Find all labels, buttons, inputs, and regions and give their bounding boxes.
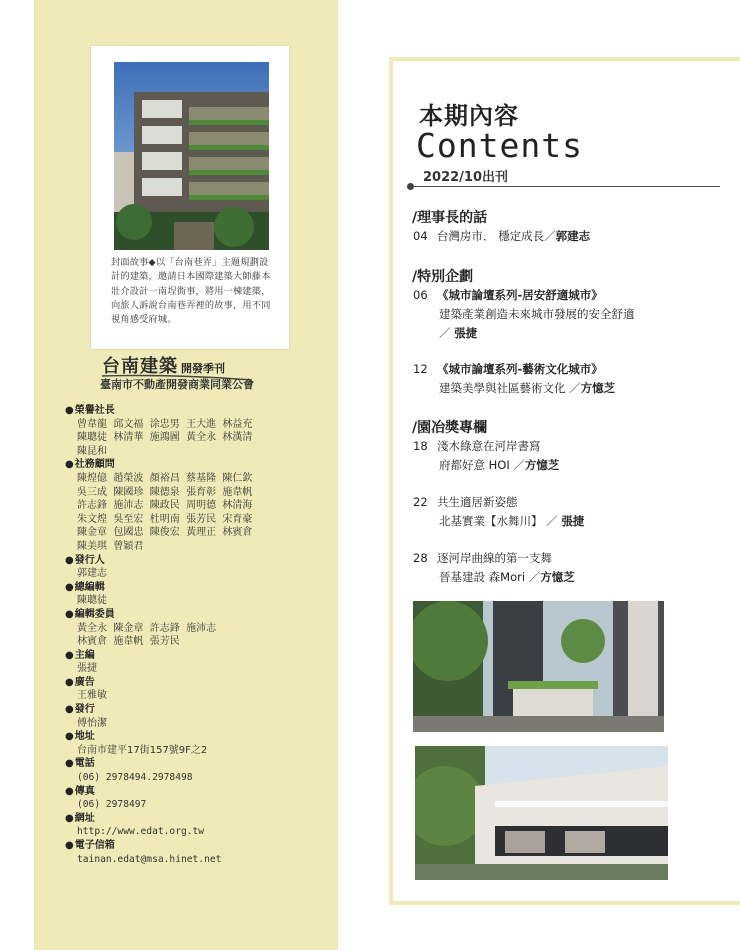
divider-dot xyxy=(407,183,414,190)
entry-author: 張捷 xyxy=(561,514,585,528)
toc-entry[interactable]: 28 逐河岸曲線的第一支舞 晉基建設 森Mori ／方憶芝 xyxy=(413,551,575,584)
staff-role: ● 廣告 xyxy=(65,676,335,690)
staff-names: 許志鋒 施沛志 陳政民 周明德 林清海 xyxy=(77,500,253,512)
staff-role: ● 編輯委員 xyxy=(65,608,335,622)
staff-names: 吳三成 陳國珍 陳德泉 張育彰 施韋帆 xyxy=(77,486,253,498)
staff-names: http://www.edat.org.tw xyxy=(77,826,205,838)
entry-subtitle: 府都好意 HOI xyxy=(439,458,514,472)
entry-subtitle: 晉基建設 森Mori xyxy=(439,570,529,584)
staff-role: ● 網址 xyxy=(65,812,335,826)
issue-date: 2022/10出刊 xyxy=(423,170,509,185)
entry-author: 郭建志 xyxy=(555,229,591,243)
page-number: 04 xyxy=(413,229,428,243)
section-special: /特別企劃 xyxy=(412,269,474,285)
staff-names: 朱文煌 吳至宏 杜明南 張芳民 宋育豪 xyxy=(77,513,253,525)
entry-title: 《城市論壇系列-藝術文化城市》 xyxy=(437,362,603,376)
toc-entry[interactable]: 18 淺木綠意在河岸書寫 府都好意 HOI ／方憶芝 xyxy=(413,439,560,472)
staff-role: ● 發行 xyxy=(65,703,335,717)
staff-role: ● 社務顧問 xyxy=(65,458,335,472)
staff-role: ● 電子信箱 xyxy=(65,839,335,853)
divider xyxy=(410,186,720,187)
staff-names: (06) 2978494.2978498 xyxy=(77,772,193,784)
staff-names: 陳金章 包國忠 陳俊宏 黃理正 林賓倉 xyxy=(77,527,253,539)
staff-role: ● 總編輯 xyxy=(65,581,335,595)
section-garden-award: /園冶獎專欄 xyxy=(412,420,488,436)
staff-role: ● 主編 xyxy=(65,649,335,663)
cover-card xyxy=(91,46,289,349)
page-number: 18 xyxy=(413,439,428,453)
building-photo-facade xyxy=(415,746,668,880)
staff-names: 曾韋龍 邱文福 涂忠男 王大進 林益充 xyxy=(77,418,253,430)
staff-names: 陳聰徒 林清華 施鴻圖 黃全永 林漢清 xyxy=(77,432,253,444)
staff-names: 陳美琪 曾穎君 xyxy=(77,540,144,552)
entry-subtitle: 北基實業【水舞川】 xyxy=(439,514,547,528)
page-number: 22 xyxy=(413,495,428,509)
brand-title: 台南建築 xyxy=(102,356,178,377)
cover-photo xyxy=(114,62,269,250)
entry-title: 共生適居新姿態 xyxy=(437,495,518,509)
building-photo-courtyard xyxy=(413,601,664,732)
staff-names: 郭建志 xyxy=(77,568,107,580)
staff-names: 陳昆和 xyxy=(77,445,107,457)
entry-author: 方憶芝 xyxy=(580,381,616,395)
page-number: 12 xyxy=(413,362,428,376)
staff-names: 陳聰徒 xyxy=(77,595,107,607)
entry-title: 台灣房市． 穩定成長 xyxy=(437,229,545,243)
staff-names: 張捷 xyxy=(77,663,97,675)
entry-title: 淺木綠意在河岸書寫 xyxy=(437,439,541,453)
staff-role: ● 榮譽社長 xyxy=(65,404,335,418)
cover-caption: 封面故事◆以「台南巷弄」主題規劃設計的建築，邀請日本國際建築大師藤本壯介設計一南埕衖事，將用一棟建築，向旅人訴說台南巷弄裡的故事，用不同視角感受府城。 xyxy=(111,257,271,326)
staff-role: ● 發行人 xyxy=(65,554,335,568)
entry-subtitle: 建築美學與社區藝術文化 xyxy=(439,381,570,395)
toc-entry[interactable]: 06 《城市論壇系列-居安舒適城市》 建築產業創造未來城市發展的安全舒適 ／ 張捷 xyxy=(413,288,635,340)
staff-names: 黃全永 陳金章 許志鋒 施沛志 xyxy=(77,622,217,634)
staff-list xyxy=(65,404,335,866)
staff-names: 林賓倉 施韋帆 張芳民 xyxy=(77,636,180,648)
staff-role: ● 電話 xyxy=(65,757,335,771)
staff-names: tainan.edat@msa.hinet.net xyxy=(77,853,222,865)
page-number: 06 xyxy=(413,288,428,302)
magazine-brand xyxy=(100,352,292,391)
contents-title-en: Contents xyxy=(416,126,583,165)
staff-names: 陳煌億 趙榮波 顏裕昌 蔡基隆 陳仁欽 xyxy=(77,472,253,484)
staff-role: ● 地址 xyxy=(65,730,335,744)
brand-suffix: 開發季刊 xyxy=(181,362,225,375)
contents-title: 本期內容 xyxy=(419,102,519,130)
staff-names: (06) 2978497 xyxy=(77,799,147,811)
entry-author: 方憶芝 xyxy=(524,458,560,472)
toc-entry[interactable]: 04 台灣房市． 穩定成長／郭建志 xyxy=(413,227,590,246)
staff-names: 王雅敏 xyxy=(77,690,107,702)
staff-names: 台南市建平17街157號9F之2 xyxy=(77,744,208,756)
brand-subtitle: 臺南市不動產開發商業同業公會 xyxy=(100,378,254,391)
page-number: 28 xyxy=(413,551,428,565)
entry-author: 方憶芝 xyxy=(540,570,575,584)
toc-entry[interactable]: 22 共生適居新姿態 北基實業【水舞川】 ／ 張捷 xyxy=(413,495,585,528)
toc-entry[interactable]: 12 《城市論壇系列-藝術文化城市》 建築美學與社區藝術文化 ／方憶芝 xyxy=(413,362,616,395)
staff-role: ● 傳真 xyxy=(65,785,335,799)
section-chairman: /理事長的話 xyxy=(412,210,488,226)
staff-names: 傅怡潔 xyxy=(77,717,107,729)
entry-title: 逐河岸曲線的第一支舞 xyxy=(437,551,552,565)
entry-author: 張捷 xyxy=(454,326,478,340)
entry-subtitle: 建築產業創造未來城市發展的安全舒適 xyxy=(439,307,635,321)
entry-title: 《城市論壇系列-居安舒適城市》 xyxy=(437,288,603,302)
